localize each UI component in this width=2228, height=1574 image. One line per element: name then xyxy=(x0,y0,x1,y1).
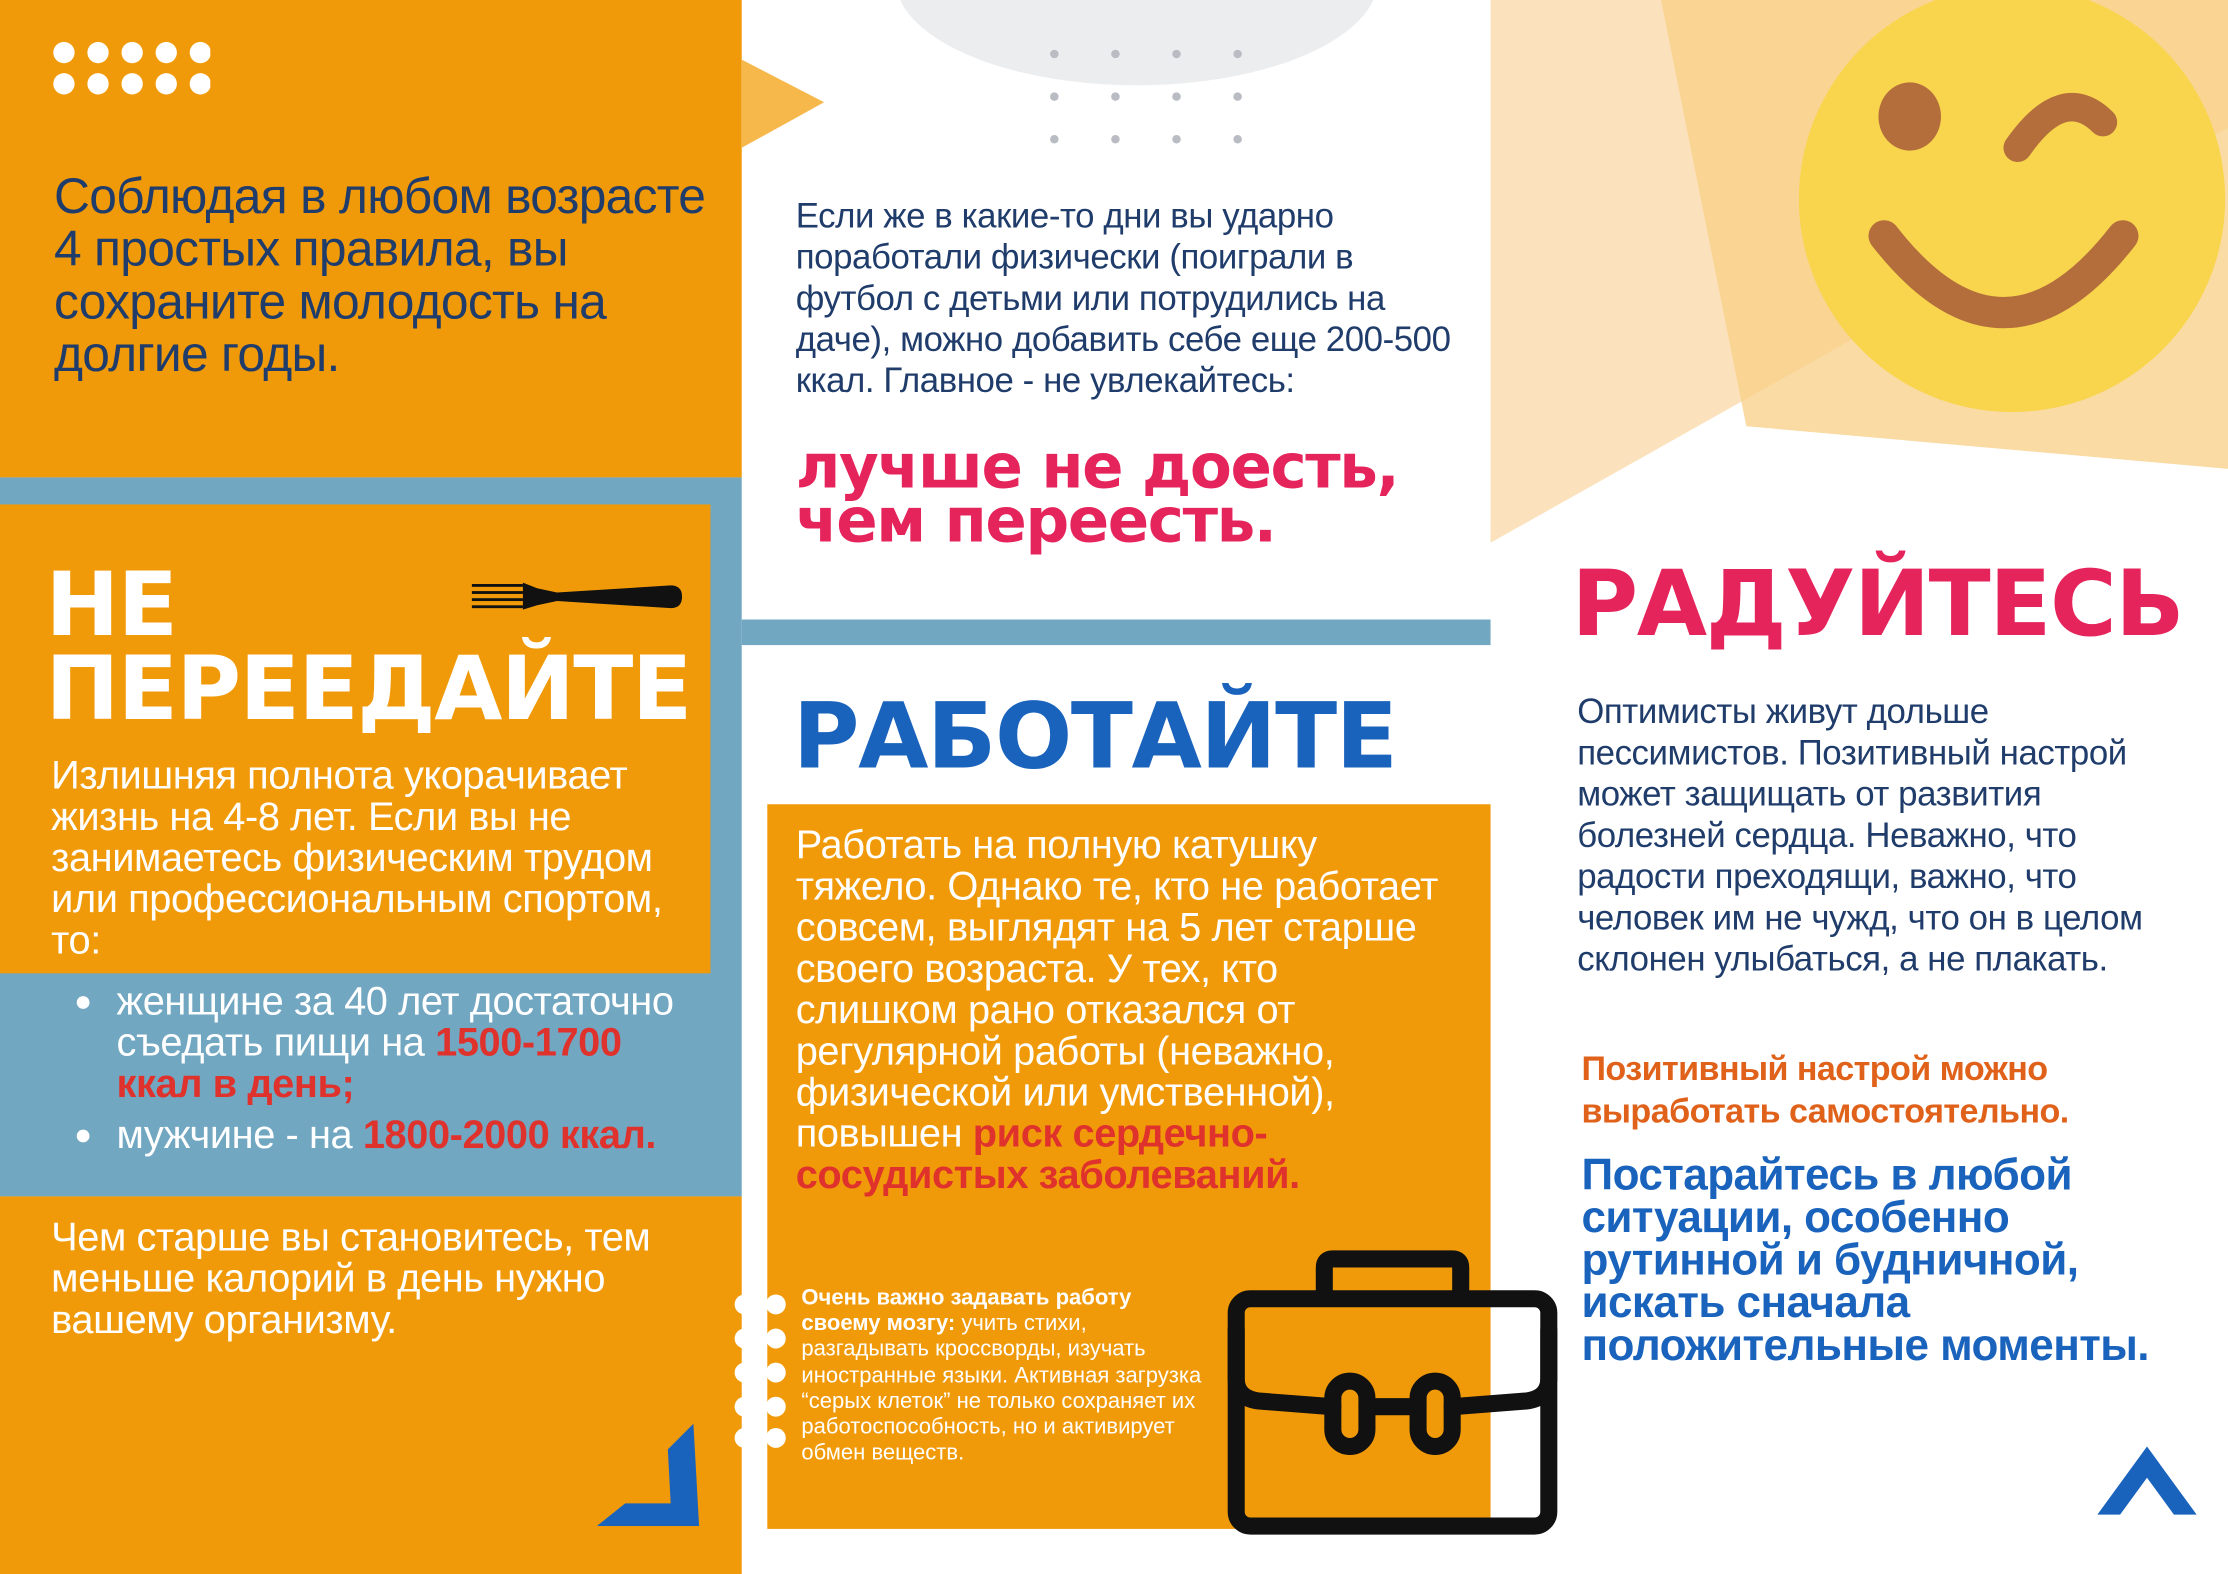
fork-icon xyxy=(472,577,685,620)
workout-text: Если же в какие-то дни вы ударно поработали физически (поиграли в футбол с детьми или потрудились на даче), можно добавить себе еще 200-500 ккал. Главное - не увлекайтесь: xyxy=(795,197,1451,401)
bullet-highlight: 1500-1700 ккал в день; xyxy=(116,1020,622,1106)
work-body-highlight: риск сердечно-сосудистых заболеваний. xyxy=(795,1111,1300,1197)
rejoice-blue-text: Постарайтесь в любой ситуации, особенно рутинной и будничной, искать сначала положительные моменты. xyxy=(1581,1149,2149,1370)
bullet-dot xyxy=(77,996,90,1009)
calorie-list xyxy=(51,980,676,1155)
brain-note-bold: Очень важно задавать работу своему мозгу: xyxy=(801,1285,1132,1336)
bullet-text: женщине за 40 лет достаточно съедать пищи на xyxy=(116,979,674,1065)
winking-smiley-icon xyxy=(1762,0,2228,432)
list-item xyxy=(51,1114,676,1155)
work-heading: РАБОТАЙТЕ xyxy=(792,684,1397,791)
rejoice-body: Оптимисты живут дольше пессимистов. Позитивный настрой может защищать от развития болезней сердца. Неважно, что радости преходящи, важно, что человек им не чужд, что он в целом склонен улыбаться, а не плакать. xyxy=(1577,693,2143,980)
brain-note xyxy=(801,1286,1216,1467)
rejoice-heading: РАДУЙТЕСЬ xyxy=(1571,552,2184,658)
orange-triangle xyxy=(742,60,827,148)
chevron-icon xyxy=(594,1424,702,1526)
chevron-icon xyxy=(2097,1446,2196,1514)
footer-text: Чем старше вы становитесь, тем меньше калорий в день нужно вашему организму. xyxy=(51,1214,651,1342)
briefcase-icon xyxy=(1225,1248,1560,1541)
dot-grid xyxy=(1037,28,1264,170)
bullet-dot xyxy=(77,1130,90,1143)
work-body xyxy=(796,824,1450,1195)
bullet-highlight: 1800-2000 ккал. xyxy=(362,1112,657,1157)
workout-highlight: лучше не доесть, чем переесть. xyxy=(795,431,1399,558)
intro-text: Соблюдая в любом возрасте 4 простых правила, вы сохраните молодость на долгие годы. xyxy=(53,169,706,383)
work-body-text: Работать на полную катушку тяжело. Однако те, кто не работает совсем, выглядят на 5 лет старше своего возраста. У тех, кто слишком рано отказался от регулярной работы (неважно, физической или умственной), повышен xyxy=(795,822,1438,1156)
brain-note-text: учить стихи, разгадывать кроссворды, изучать иностранные языки. Активная загрузка “серых клеток” не только сохраняет их работоспособность, но и активирует обмен веществ. xyxy=(801,1311,1202,1466)
divider-band xyxy=(742,620,1491,646)
list-item xyxy=(51,980,676,1104)
dots-logo-icon xyxy=(51,40,210,97)
white-dots xyxy=(730,1290,793,1455)
heading-line2: ПЕРЕЕДАЙТЕ xyxy=(45,636,691,741)
rejoice-orange-text: Позитивный настрой можно выработать самостоятельно. xyxy=(1581,1050,2069,1132)
bullet-text: мужчине - на xyxy=(116,1112,363,1157)
heading-line1: НЕ xyxy=(45,552,177,657)
overeat-body: Излишняя полнота укорачивает жизнь на 4-8 лет. Если вы не занимаетесь физическим трудом или профессиональным спортом, то: xyxy=(51,753,663,962)
